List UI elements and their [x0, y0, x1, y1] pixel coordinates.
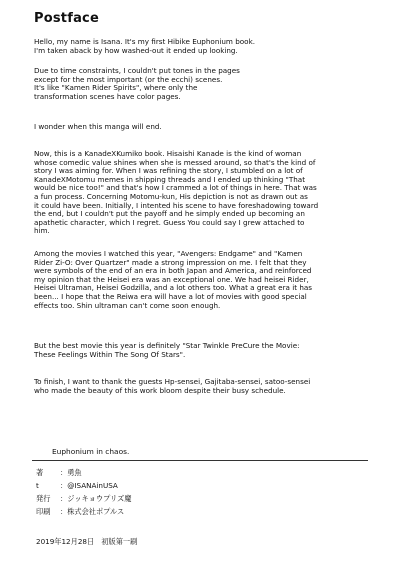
colophon-twitter: [36, 481, 118, 490]
paragraph-thanks: To finish, I want to thank the guests Hp-sensei, Gajitaba-sensei, satoo-sensei who made the beauty of this work bloom despite their busy schedule.: [34, 377, 311, 395]
colophon-publisher: [36, 494, 131, 503]
divider: [32, 460, 368, 461]
colophon-label: 著: [36, 468, 44, 477]
colophon-label: 発行: [36, 494, 51, 503]
colophon-author: [36, 468, 82, 477]
colophon-value: ：株式会社ポプルス: [60, 507, 125, 516]
paragraph-precure: But the best movie this year is definitely "Star Twinkle PreCure the Movie: These Feelings Within The Song Of Stars".: [34, 341, 300, 359]
paragraph-tones: Due to time constraints, I couldn't put tones in the pages except for the most important (or the ecchi) scenes. It's like "Kamen Rider Spirits", where only the transformation scenes have color pages.: [34, 66, 240, 101]
closing-line: Euphonium in chaos.: [52, 447, 130, 456]
colophon-printer: [36, 507, 124, 516]
colophon-label: 印刷: [36, 507, 51, 516]
page-title: Postface: [34, 11, 99, 26]
colophon-value: ：@ISANAinUSA: [60, 481, 118, 490]
publication-date: 2019年12月28日 初版第一刷: [36, 537, 138, 546]
paragraph-movies: Among the movies I watched this year, "Avengers: Endgame" and "Kamen Rider Zi-O: Over Quartzer" made a strong impression on me. I felt that they were symbols of the end of an era in both Japan and America, and reinforced my opinion that the Heisei era was an exceptional one. We had heisei Rider, Heisei Ultraman, Heisei Godzilla, and a lot others too. What a great era it has been... I hope that the Reiwa era will have a lot of movies with good special effects too. Shin ultraman can't come soon enough.: [34, 249, 313, 310]
colophon-value: ：ジッキョウプリズ魔: [60, 494, 132, 503]
paragraph-end: I wonder when this manga will end.: [34, 122, 162, 131]
colophon-label: t: [36, 481, 39, 490]
paragraph-kanade: Now, this is a KanadeXKumiko book. Hisaishi Kanade is the kind of woman whose comedic value shines when she is messed around, so that's the kind of story I was aiming for. When I was refining the story, I stumbled on a lot of KanadeXMotomu memes in shipping threads and I ended up thinking "That would be nice too!" and that's how I crammed a lot of things in here. That was a fun process. Concerning Motomu-kun, His depiction is not as drawn out as it could have been. Initially, I intented his scene to have foreshadowing toward the end, but I couldn't put the payoff and he simply ended up becoming an apathetic character, which I regret. Guess You could say I grew attached to him.: [34, 149, 319, 236]
paragraph-intro: Hello, my name is Isana. It's my first Hibike Euphonium book. I'm taken aback by how washed-out it ended up looking.: [34, 37, 256, 55]
colophon-value: ：勇魚: [60, 468, 82, 477]
